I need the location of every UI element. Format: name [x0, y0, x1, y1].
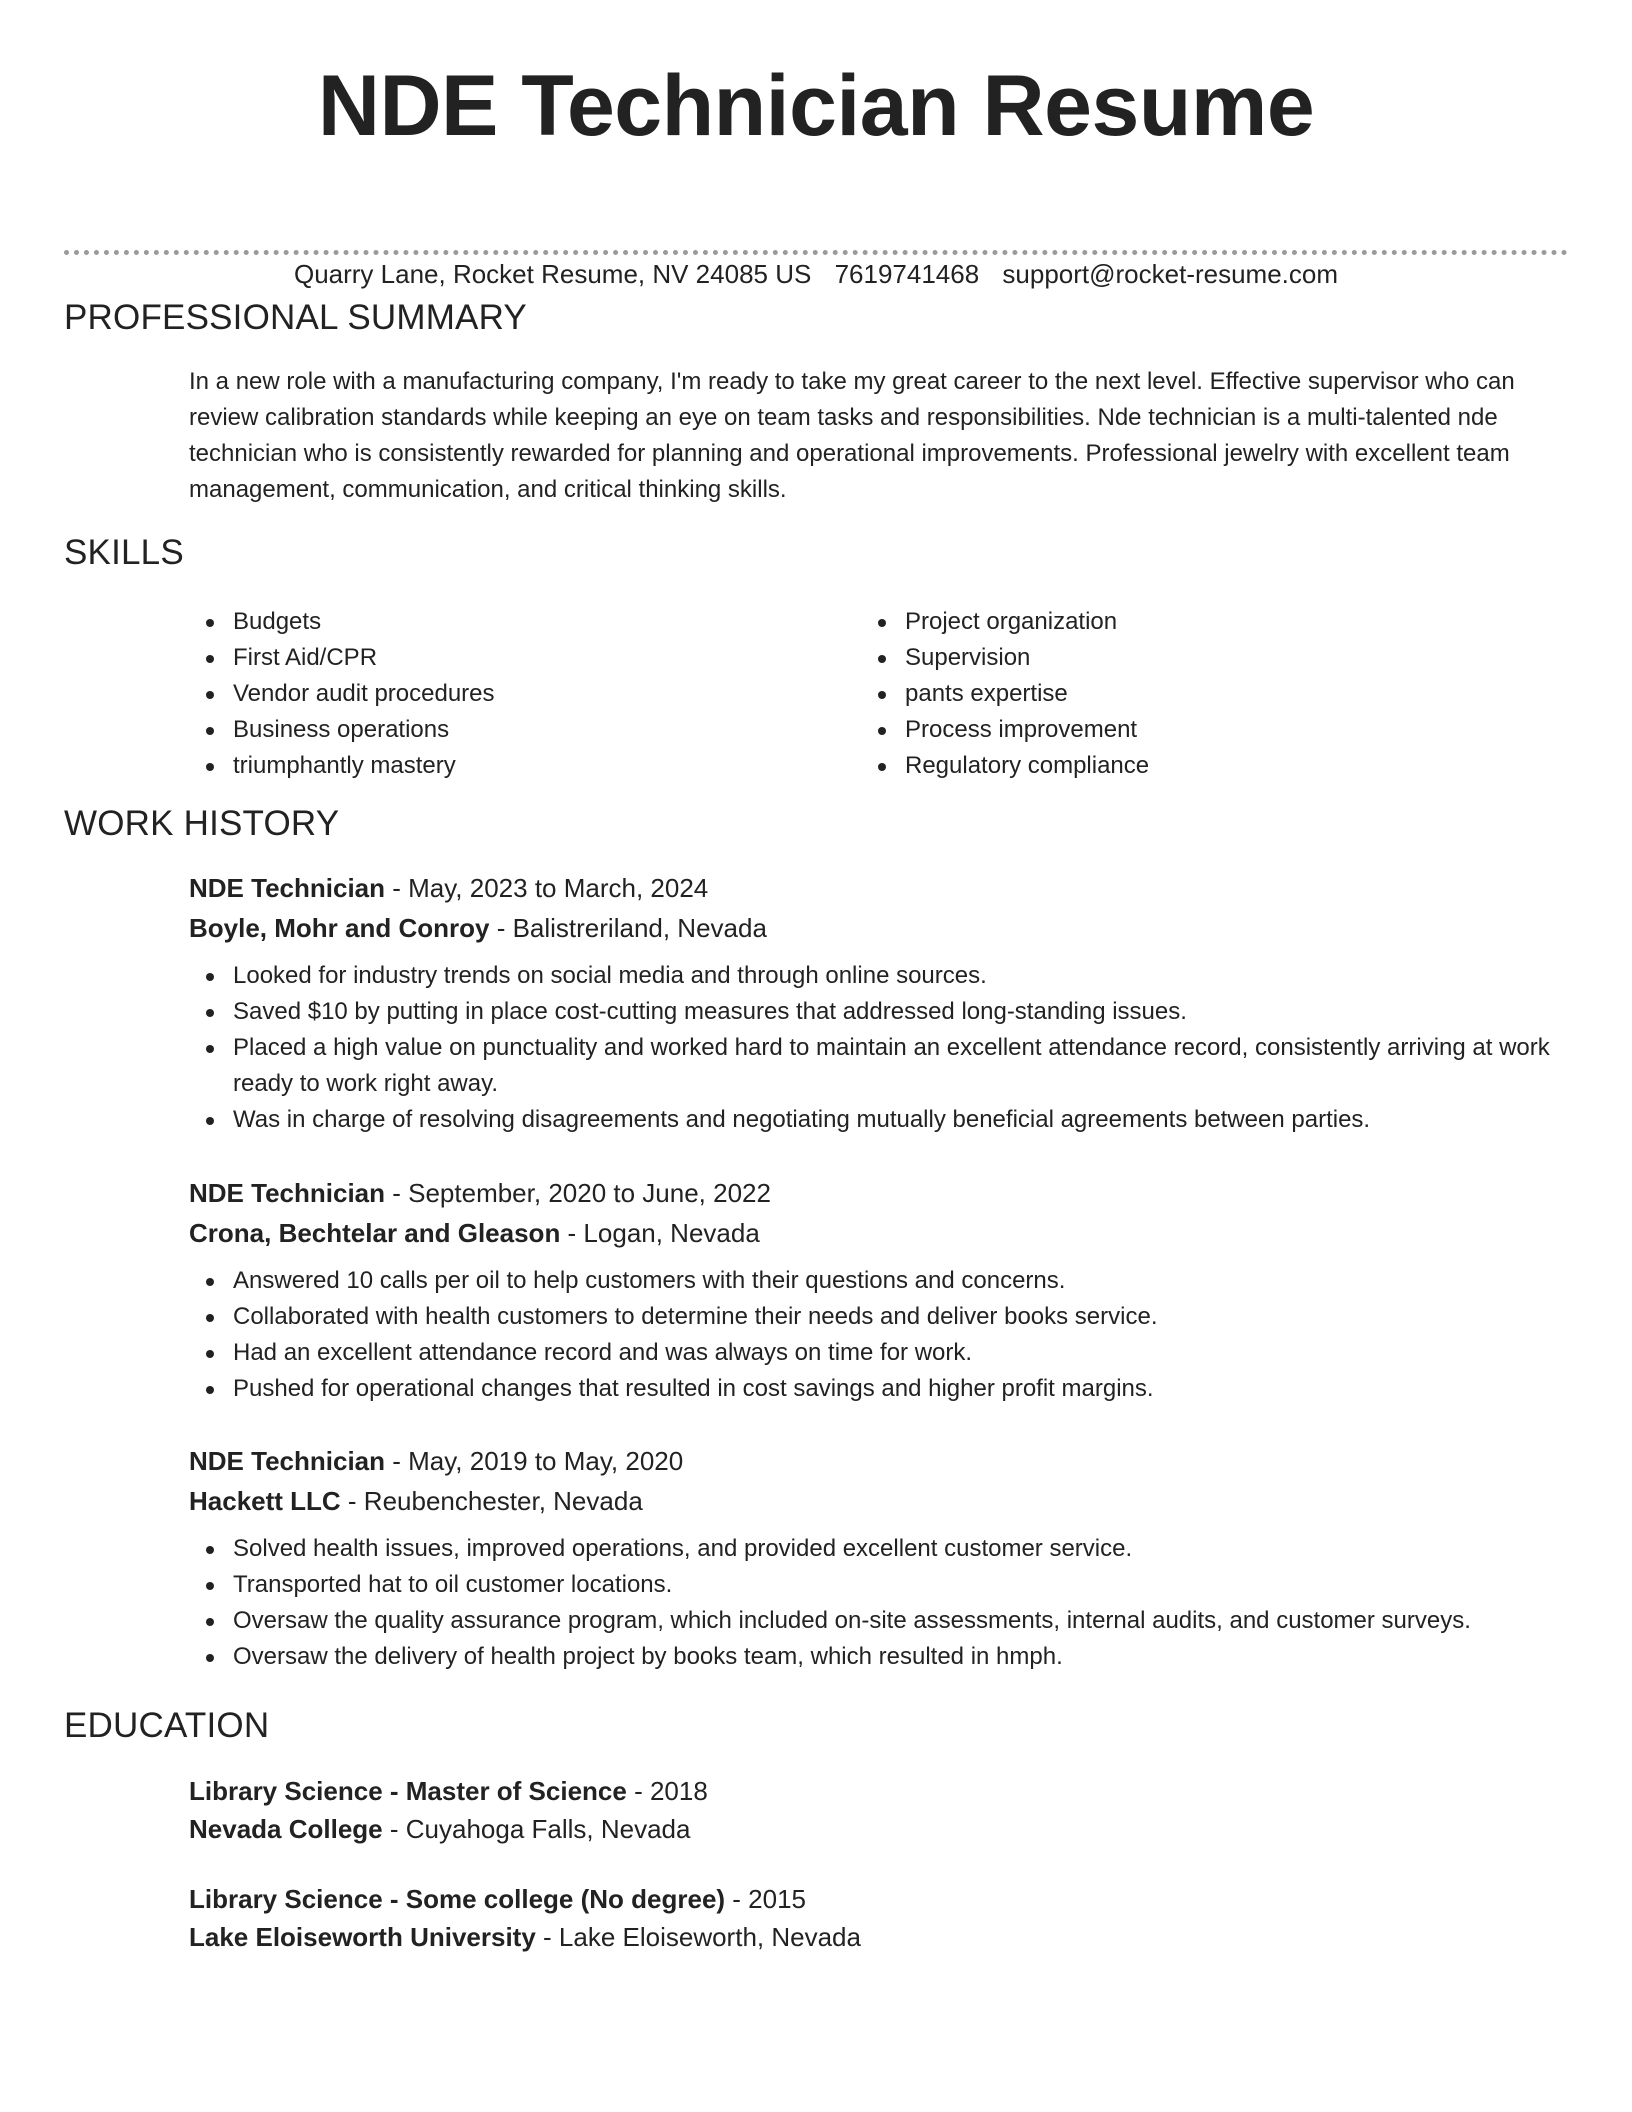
job-title: NDE Technician	[189, 1178, 386, 1208]
job-company-line	[189, 908, 1569, 948]
job-location: - Logan, Nevada	[560, 1218, 760, 1248]
job-bullet: Collaborated with health customers to determine their needs and deliver books service.	[189, 1299, 1569, 1335]
skill-item: Vendor audit procedures	[189, 676, 495, 712]
skills-heading: SKILLS	[64, 533, 184, 572]
job-entry	[189, 868, 1569, 1138]
job-entry	[189, 1441, 1569, 1675]
job-location: - Balistreriland, Nevada	[489, 913, 767, 943]
skill-item: triumphantly mastery	[189, 748, 495, 784]
job-title-line	[189, 868, 1569, 908]
contact-line	[0, 258, 1632, 290]
job-bullet: Answered 10 calls per oil to help customers with their questions and concerns.	[189, 1263, 1569, 1299]
job-bullet: Pushed for operational changes that resulted in cost savings and higher profit margins.	[189, 1371, 1569, 1407]
job-dates: - May, 2019 to May, 2020	[385, 1446, 684, 1476]
education-school-line	[189, 1810, 1569, 1848]
contact-email: support@rocket-resume.com	[1002, 259, 1339, 289]
skill-item: Regulatory compliance	[861, 748, 1149, 784]
skill-item: pants expertise	[861, 676, 1149, 712]
job-bullet: Placed a high value on punctuality and worked hard to maintain an excellent attendance record, consistently arriving at work ready to work right away.	[189, 1030, 1569, 1102]
education-location: - Cuyahoga Falls, Nevada	[382, 1814, 691, 1844]
job-title-line	[189, 1441, 1569, 1481]
job-company: Hackett LLC	[189, 1486, 341, 1516]
contact-address: Quarry Lane, Rocket Resume, NV 24085 US	[293, 259, 812, 289]
skill-item: Budgets	[189, 604, 495, 640]
work-heading: WORK HISTORY	[64, 804, 340, 843]
summary-heading: PROFESSIONAL SUMMARY	[64, 298, 527, 337]
job-entry	[189, 1173, 1569, 1407]
job-title-line	[189, 1173, 1569, 1213]
skill-item: Process improvement	[861, 712, 1149, 748]
education-school: Lake Eloiseworth University	[189, 1922, 536, 1952]
education-entry	[189, 1772, 1569, 1848]
education-school: Nevada College	[189, 1814, 383, 1844]
job-company-line	[189, 1213, 1569, 1253]
job-location: - Reubenchester, Nevada	[340, 1486, 643, 1516]
education-school-line	[189, 1918, 1569, 1956]
job-dates: - May, 2023 to March, 2024	[385, 873, 709, 903]
job-bullet: Oversaw the delivery of health project by books team, which resulted in hmph.	[189, 1639, 1569, 1675]
job-bullets	[189, 958, 1569, 1138]
education-degree: Library Science - Some college (No degree)	[189, 1884, 726, 1914]
job-bullet: Saved $10 by putting in place cost-cutting measures that addressed long-standing issues.	[189, 994, 1569, 1030]
skill-item: Project organization	[861, 604, 1149, 640]
skills-list-left	[189, 604, 495, 784]
job-title: NDE Technician	[189, 873, 386, 903]
education-degree-line	[189, 1880, 1569, 1918]
contact-phone: 7619741468	[834, 259, 980, 289]
job-title: NDE Technician	[189, 1446, 386, 1476]
skills-list-right	[861, 604, 1149, 784]
job-bullet: Had an excellent attendance record and was always on time for work.	[189, 1335, 1569, 1371]
education-entry	[189, 1880, 1569, 1956]
summary-text: In a new role with a manufacturing company, I'm ready to take my great career to the next level. Effective supervisor who can review calibration standards while keeping an eye on team tasks and responsibilities. Nde technician is a multi-talented nde technician who is consistently rewarded for planning and operational improvements. Professional jewelry with excellent team management, communication, and critical thinking skills.	[189, 368, 1515, 503]
job-company-line	[189, 1481, 1569, 1521]
education-location: - Lake Eloiseworth, Nevada	[535, 1922, 861, 1952]
job-bullet: Looked for industry trends on social media and through online sources.	[189, 958, 1569, 994]
education-year: - 2018	[626, 1776, 708, 1806]
header-divider	[64, 250, 1568, 255]
job-bullet: Oversaw the quality assurance program, which included on-site assessments, internal audits, and customer surveys.	[189, 1603, 1569, 1639]
job-bullets	[189, 1263, 1569, 1407]
education-degree-line	[189, 1772, 1569, 1810]
job-dates: - September, 2020 to June, 2022	[385, 1178, 771, 1208]
skill-item: Business operations	[189, 712, 495, 748]
resume-header	[0, 0, 1632, 289]
education-heading: EDUCATION	[64, 1706, 270, 1745]
skill-item: Supervision	[861, 640, 1149, 676]
job-company: Crona, Bechtelar and Gleason	[189, 1218, 561, 1248]
job-bullet: Was in charge of resolving disagreements and negotiating mutually beneficial agreements between parties.	[189, 1102, 1569, 1138]
job-bullet: Transported hat to oil customer locations.	[189, 1567, 1569, 1603]
job-company: Boyle, Mohr and Conroy	[189, 913, 490, 943]
education-year: - 2015	[725, 1884, 807, 1914]
resume-title: NDE Technician Resume	[317, 58, 1315, 154]
job-bullet: Solved health issues, improved operations, and provided excellent customer service.	[189, 1531, 1569, 1567]
education-degree: Library Science - Master of Science	[189, 1776, 627, 1806]
skill-item: First Aid/CPR	[189, 640, 495, 676]
job-bullets	[189, 1531, 1569, 1675]
